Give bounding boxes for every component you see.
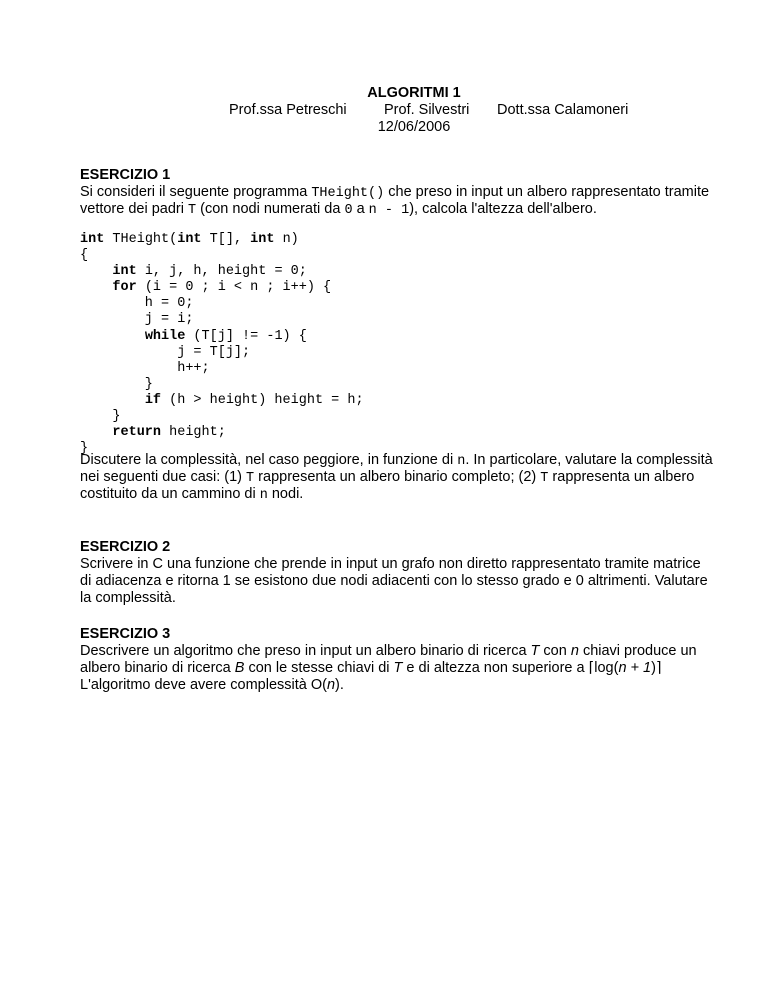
exercise-3-line2: albero binario di ricerca B con le stesse chiavi di T e di altezza non superiore a ⌈log(n + 1)⌉ — [80, 660, 662, 676]
code-listing: int THeight(int T[], int n) { int i, j, h, height = 0; for (i = 0 ; i < n ; i++) { h = 0; j = i; while (T[j] != -1) { j = T[j]; h++; } if (h > height) height = h; } return height; } — [80, 232, 364, 457]
exercise-1-cases: nei seguenti due casi: (1) T rappresenta un albero binario completo; (2) T rappresenta un albero — [80, 469, 695, 486]
exercise-2-line1: Scrivere in C una funzione che prende in input un grafo non diretto rappresentato tramite matrice — [80, 556, 701, 572]
professor-petreschi: Prof.ssa Petreschi — [229, 102, 347, 118]
course-title: ALGORITMI 1 — [367, 85, 461, 101]
exercise-2-line2: di adiacenza e ritorna 1 se esistono due nodi adiacenti con lo stesso grado e 0 altrimenti. Valutare — [80, 573, 708, 589]
exercise-1-intro-line2: vettore dei padri T (con nodi numerati da 0 a n - 1), calcola l'altezza dell'albero. — [80, 201, 597, 218]
professor-silvestri: Prof. Silvestri — [384, 102, 470, 118]
exercise-1-intro: Si consideri il seguente programma THeight() che preso in input un albero rappresentato tramite — [80, 184, 710, 201]
professor-calamoneri: Dott.ssa Calamoneri — [497, 102, 629, 118]
exercise-1-discuss: Discutere la complessità, nel caso peggiore, in funzione di n. In particolare, valutare la complessità — [80, 452, 713, 469]
exercise-1-last: costituito da un cammino di n nodi. — [80, 486, 304, 503]
exercise-3-line1: Descrivere un algoritmo che preso in input un albero binario di ricerca T con n chiavi produce un — [80, 643, 697, 659]
exercise-2-line3: la complessità. — [80, 590, 176, 606]
exam-date: 12/06/2006 — [377, 119, 451, 135]
exercise-3-title: ESERCIZIO 3 — [80, 626, 171, 642]
exercise-3-line3: L'algoritmo deve avere complessità O(n). — [80, 677, 344, 693]
exercise-2-title: ESERCIZIO 2 — [80, 539, 171, 555]
exercise-1-title: ESERCIZIO 1 — [80, 167, 171, 183]
